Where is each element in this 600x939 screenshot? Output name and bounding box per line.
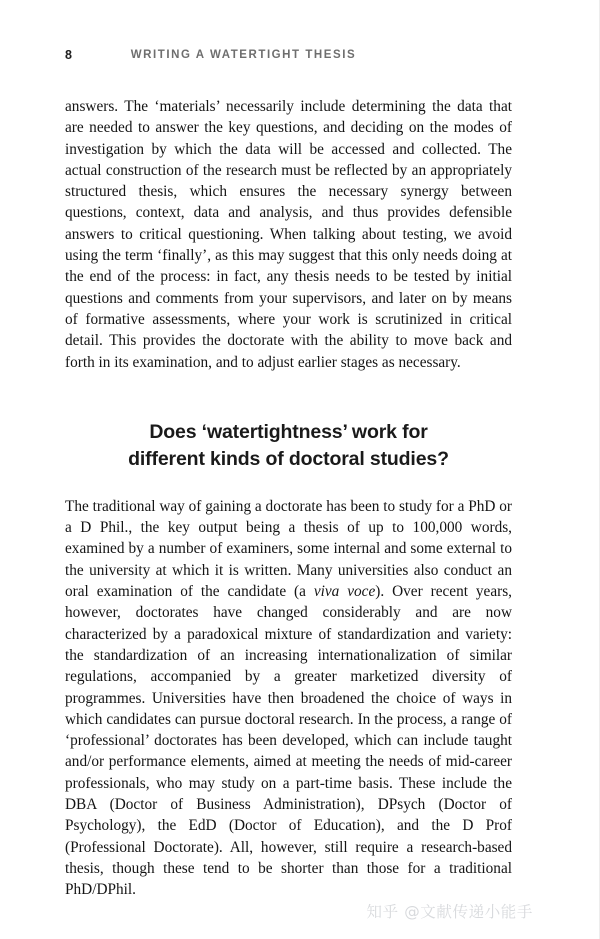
zhihu-watermark: 知乎 @文献传递小能手 bbox=[366, 903, 533, 921]
body-paragraph-2 bbox=[65, 496, 512, 901]
body-paragraph-1: answers. The ‘materials’ necessarily include determining the data that are needed to answer the key questions, and deciding on the modes of investigation by which the data will be accessed and collected. The actual construction of the research must be reflected by an appropriately structured thesis, which ensures the necessary synergy between questions, context, data and analysis, and thus provides defensible answers to critical questioning. When talking about testing, we avoid using the term ‘finally’, as this may suggest that this only needs doing at the end of the process: in fact, any thesis needs to be tested by initial questions and comments from your supervisors, and later on by means of formative assessments, where your work is scrutinized in critical detail. This provides the doctorate with the ability to move back and forth in its examination, and to adjust earlier stages as necessary. bbox=[65, 98, 512, 371]
section-heading bbox=[65, 373, 512, 496]
running-head-title: WRITING A WATERTIGHT THESIS bbox=[130, 49, 357, 61]
page-number: 8 bbox=[65, 48, 73, 62]
text-block bbox=[65, 96, 512, 901]
body-paragraph-2-italic-term: viva voce bbox=[313, 583, 376, 601]
section-heading-line-1: Does ‘watertightness’ work for bbox=[149, 420, 428, 443]
section-heading-line-2: different kinds of doctoral studies? bbox=[128, 448, 449, 471]
running-head bbox=[65, 45, 534, 65]
body-paragraph-2-segment-1: The traditional way of gaining a doctorate has been to study for a PhD or a D Phil., the key output being a thesis of up to 100,000 words, examined by a number of examiners, some internal and some external to the university at which it is written. Many universities also conduct an oral examination of the candidate (a bbox=[65, 497, 512, 601]
body-paragraph-2-segment-2: ). Over recent years, however, doctorates have changed considerably and are now characterized by a paradoxical mixture of standardization and variety: the standardization of an increasing internationalization of similar regulations, accompanied by a greater marketized diversity of programmes. Universities have then broadened the choice of ways in which candidates can pursue doctoral research. In the process, a range of ‘professional’ doctorates has been developed, which can include taught and/or performance elements, aimed at meeting the needs of mid-career professionals, who may study on a part-time basis. These include the DBA (Doctor of Business Administration), DPsych (Doctor of Psychology), the EdD (Doctor of Education), and the D Prof (Professional Doctorate). All, however, still require a research-based thesis, though these tend to be shorter than those for a traditional PhD/DPhil. bbox=[65, 583, 512, 899]
